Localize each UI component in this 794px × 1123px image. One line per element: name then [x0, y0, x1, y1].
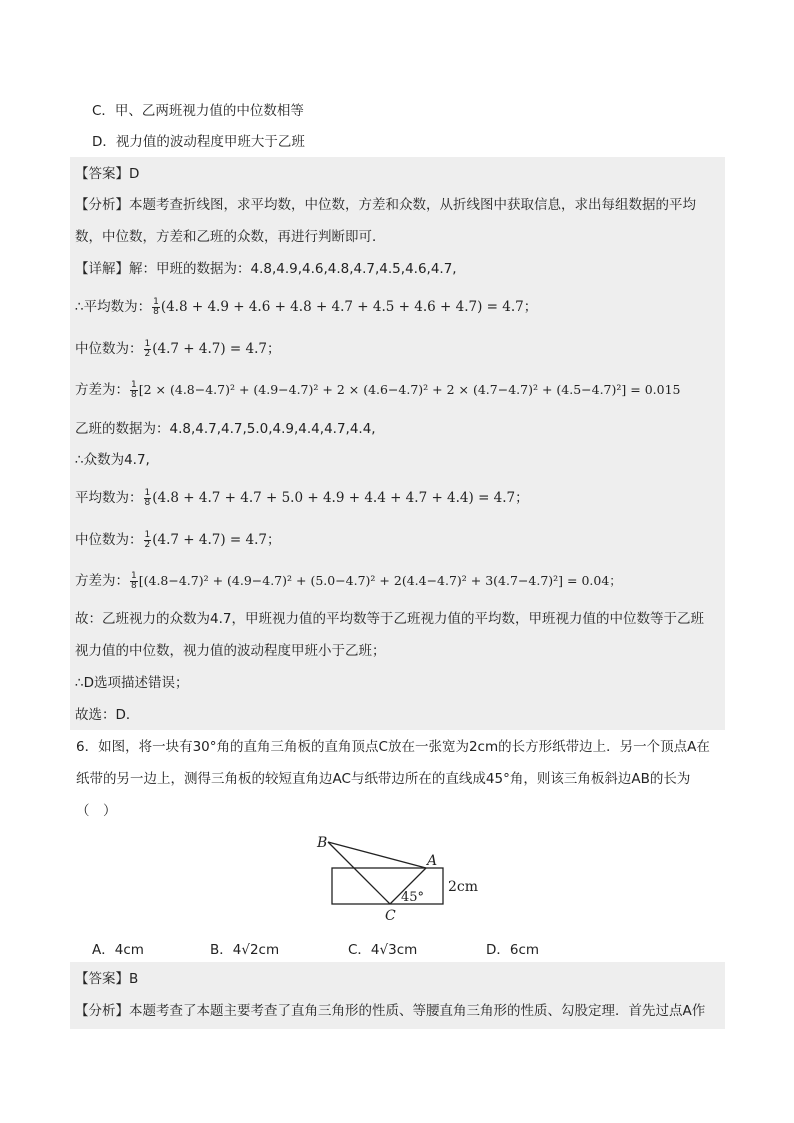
conclusion-line-3: ∴D选项描述错误；	[75, 675, 189, 691]
fraction-one-eighth: $\frac{1}{8}$	[153, 296, 159, 317]
q5-detail-line: 【详解】解：甲班的数据为：4.8,4.9,4.6,4.8,4.7,4.5,4.6,4.7,	[75, 261, 457, 277]
q6-analysis: 【分析】本题考查了本题主要考查了直角三角形的性质、等腰直角三角形的性质、勾股定理．首先过点A作	[75, 1003, 706, 1019]
q6-stem-line-2: 纸带的另一边上，测得三角板的较短直角边AC与纸带边所在的直线成45°角，则该三角板斜边AB的长为	[76, 771, 691, 787]
mean-a-prefix: ∴平均数为：	[75, 299, 152, 315]
median-a-line	[75, 339, 280, 359]
q6-figure	[310, 828, 490, 924]
fraction-one-eighth: $\frac{1}{8}$	[131, 570, 137, 591]
variance-a-line	[75, 380, 680, 400]
median-b-prefix: 中位数为：	[75, 532, 143, 548]
median-b-line	[75, 530, 280, 550]
paper-strip	[332, 868, 443, 904]
side-ba	[328, 842, 426, 868]
mode-b-line: ∴众数为4.7,	[75, 452, 150, 468]
conclusion-line-1: 故：乙班视力的众数为4.7，甲班视力值的平均数等于乙班视力值的平均数，甲班视力值的中位数等于乙班	[75, 611, 704, 627]
mean-b-prefix: 平均数为：	[75, 490, 143, 506]
option-b: B．4√2cm	[210, 942, 280, 958]
q6-options	[92, 938, 612, 958]
variance-a-prefix: 方差为：	[75, 382, 129, 398]
q6-answer: 【答案】B	[75, 971, 139, 987]
q6-stem-line-1: 6．如图，将一块有30°角的直角三角板的直角顶点C放在一张宽为2cm的长方形纸带边上．另一个顶点A在	[76, 739, 710, 755]
mean-b-line	[75, 488, 529, 508]
median-a-prefix: 中位数为：	[75, 341, 143, 357]
q5-answer: 【答案】D	[75, 166, 140, 182]
q5-choose: 故选：D．	[75, 707, 140, 723]
variance-b-line	[75, 571, 622, 591]
width-label: 2cm	[448, 879, 479, 895]
q5-solution-block	[70, 157, 725, 730]
mean-a-line	[75, 297, 537, 317]
fraction-one-half: $\frac{1}{2}$	[144, 338, 151, 359]
angle-label: 45°	[401, 890, 425, 905]
label-a: A	[427, 853, 438, 869]
q5-analysis-line-2: 数，中位数，方差和乙班的众数，再进行判断即可．	[75, 229, 386, 245]
option-d: D．视力值的波动程度甲班大于乙班	[92, 134, 305, 150]
fraction-one-eighth: $\frac{1}{8}$	[144, 487, 151, 508]
option-a: A．4cm	[92, 942, 144, 958]
variance-b-prefix: 方差为：	[75, 573, 129, 589]
median-b-expression: (4.7 + 4.7) = 4.7；	[152, 532, 281, 548]
mean-a-expression: (4.8 + 4.9 + 4.6 + 4.8 + 4.7 + 4.5 + 4.6 + 4.7) = 4.7；	[160, 299, 538, 315]
option-c: C．甲、乙两班视力值的中位数相等	[92, 103, 304, 119]
side-bc	[328, 842, 390, 904]
option-d-q6: D．6cm	[486, 942, 540, 958]
fraction-one-half: $\frac{1}{2}$	[144, 529, 151, 550]
mean-b-expression: (4.8 + 4.7 + 4.7 + 5.0 + 4.9 + 4.4 + 4.7 + 4.4) = 4.7；	[152, 490, 529, 506]
q6-solution-block	[70, 962, 725, 1029]
conclusion-line-2: 视力值的中位数，视力值的波动程度甲班小于乙班；	[75, 643, 386, 659]
q5-analysis-line-1: 【分析】本题考查折线图，求平均数，中位数，方差和众数，从折线图中获取信息，求出每组数据的平均	[75, 197, 696, 213]
variance-b-expression: [(4.8−4.7)² + (4.9−4.7)² + (5.0−4.7)² + 2(4.4−4.7)² + 3(4.7−4.7)²] = 0.04；	[138, 573, 622, 588]
variance-a-expression: [2 × (4.8−4.7)² + (4.9−4.7)² + 2 × (4.6−4.7)² + 2 × (4.7−4.7)² + (4.5−4.7)²] = 0.015	[138, 382, 681, 397]
q6-stem-line-3: （ ）	[76, 803, 117, 819]
label-c: C	[385, 908, 396, 924]
label-b: B	[317, 835, 328, 851]
data-b-line: 乙班的数据为：4.8,4.7,4.7,5.0,4.9,4.4,4.7,4.4,	[75, 421, 376, 437]
option-c-q6: C．4√3cm	[348, 942, 418, 958]
median-a-expression: (4.7 + 4.7) = 4.7；	[152, 341, 281, 357]
fraction-one-eighth: $\frac{1}{8}$	[131, 379, 137, 400]
